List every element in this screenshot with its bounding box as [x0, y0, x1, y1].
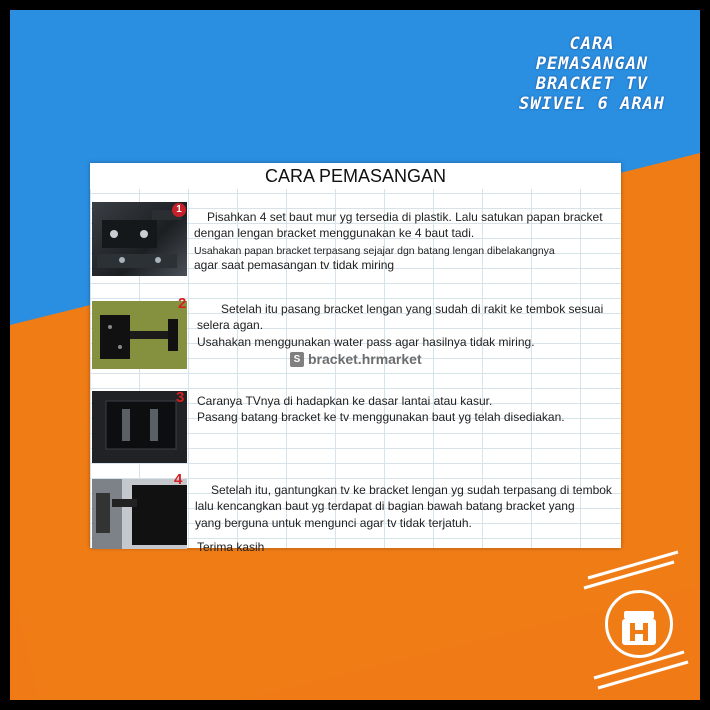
step-number-badge: 4 [174, 471, 183, 488]
store-logo [580, 550, 690, 690]
step-1 [90, 199, 621, 281]
instruction-sheet [90, 163, 621, 554]
watermark [290, 351, 422, 367]
step-number-badge: 3 [176, 389, 185, 406]
product-image [10, 10, 700, 700]
step-number-badge: 2 [178, 295, 187, 312]
step-4-line-2: lalu kencangkan baut yg terdapat di bagian bawah batang bracket yang [195, 499, 575, 513]
wall-mounted-bracket-image [92, 301, 187, 369]
step-2-line-2: selera agan. [197, 318, 264, 332]
shopping-bag-icon: S [290, 352, 304, 367]
header-title-line: BRACKET TV [535, 74, 649, 94]
mounted-tv-image [92, 479, 187, 549]
step-4-line-3: yang berguna untuk mengunci agar tv tidak terjatuh. [195, 516, 472, 530]
sheet-title: CARA PEMASANGAN [90, 163, 621, 189]
step-2-photo [92, 301, 187, 369]
step-3 [90, 383, 621, 461]
tv-back-bracket-image [92, 391, 187, 463]
step-1-line-3: Usahakan papan bracket terpasang sejajar dgn batang lengan dibelakangnya [194, 245, 555, 257]
step-4-photo [92, 479, 187, 549]
step-1-line-2: dengan lengan bracket menggunakan ke 4 baut tadi. [194, 226, 475, 240]
step-1-line-1: Pisahkan 4 set baut mur yg tersedia di plastik. Lalu satukan papan bracket [207, 210, 603, 224]
header-title [492, 34, 692, 114]
watermark-text: bracket.hrmarket [308, 351, 422, 367]
step-3-line-2: Pasang batang bracket ke tv menggunakan baut yg telah disediakan. [197, 410, 565, 424]
step-4-line-1: Setelah itu, gantungkan tv ke bracket lengan yg sudah terpasang di tembok [211, 483, 612, 497]
step-4-line-4: Terima kasih [197, 540, 265, 554]
header-title-line: CARA [569, 34, 615, 54]
logo-badge [605, 590, 673, 658]
step-number-badge: 1 [172, 203, 186, 217]
header-title-line: PEMASANGAN [535, 54, 649, 74]
shopping-bag-logo-icon [608, 593, 670, 655]
header-title-line: SWIVEL 6 ARAH [518, 94, 666, 114]
step-4 [90, 471, 621, 554]
step-3-photo [92, 391, 187, 463]
step-2-line-3: Usahakan menggunakan water pass agar hasilnya tidak miring. [197, 335, 535, 349]
step-1-line-4: agar saat pemasangan tv tidak miring [194, 258, 395, 272]
step-2-line-1: Setelah itu pasang bracket lengan yang sudah di rakit ke tembok sesuai [221, 302, 604, 316]
step-3-line-1: Caranya TVnya di hadapkan ke dasar lantai atau kasur. [197, 394, 493, 408]
